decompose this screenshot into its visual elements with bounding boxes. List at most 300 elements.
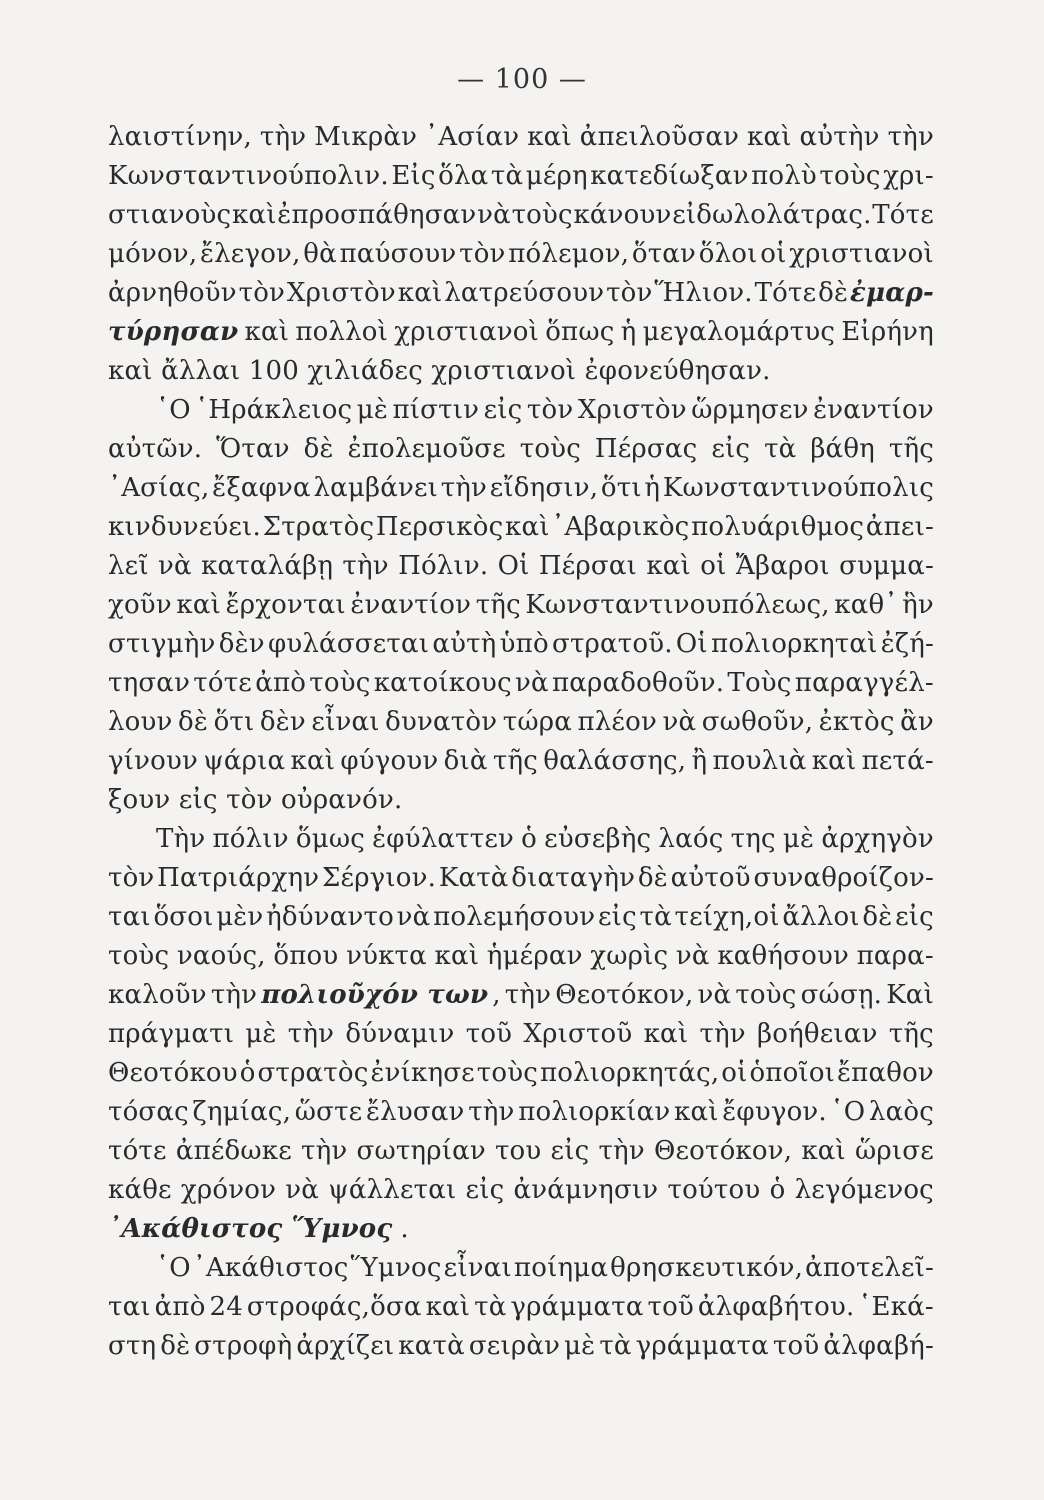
word: Τότε bbox=[872, 200, 934, 230]
word: τοὺς bbox=[511, 200, 573, 230]
word: ῾Ο bbox=[830, 1097, 866, 1127]
word: νὰ bbox=[158, 551, 192, 581]
word: πολιορκητάς, bbox=[539, 1058, 720, 1088]
word: συναθροίζον- bbox=[753, 863, 934, 893]
word: ἔπαθον bbox=[837, 1058, 934, 1088]
word: καὶ bbox=[176, 590, 222, 620]
word: καθήσουν bbox=[717, 941, 849, 971]
text-line bbox=[108, 352, 934, 391]
word: 24 bbox=[209, 1292, 243, 1322]
word: νύκτα bbox=[346, 941, 427, 971]
word: ἐπολεμοῦσε bbox=[347, 434, 506, 464]
text-line bbox=[108, 1288, 934, 1327]
word: , bbox=[492, 980, 501, 1010]
word: Πέρσας bbox=[594, 434, 698, 464]
text-line bbox=[108, 781, 934, 820]
word: τοὺς bbox=[735, 980, 797, 1010]
word: τοὺς bbox=[476, 1058, 539, 1088]
text-line bbox=[108, 703, 934, 742]
word: Χριστὸν bbox=[577, 395, 687, 425]
word: τὰ bbox=[599, 1331, 632, 1361]
emphasis-text: ἐμαρ- bbox=[850, 278, 934, 308]
word: δὲ bbox=[303, 434, 334, 464]
word: στρατοῦ. bbox=[552, 629, 673, 659]
word: καὶ bbox=[232, 200, 277, 230]
word: ἀρνηθοῦν bbox=[108, 278, 237, 308]
word: τῆς bbox=[492, 746, 539, 776]
word: ὅπου bbox=[273, 941, 339, 971]
word: γράμματα bbox=[635, 1331, 769, 1361]
word: σειρὰν bbox=[468, 1331, 561, 1361]
word: μὲν bbox=[216, 902, 264, 932]
word: νὰ bbox=[697, 980, 732, 1010]
word: ἀρχίζει bbox=[296, 1331, 395, 1361]
word: πολεμήσουν bbox=[433, 902, 596, 932]
word: δὲ bbox=[178, 707, 209, 737]
word: πολυάριθμος bbox=[691, 512, 865, 542]
word: Κωνσταντινούπολιν. bbox=[108, 161, 389, 191]
word: Οἱ bbox=[675, 629, 708, 659]
word: ῾Ο bbox=[156, 1253, 191, 1283]
text-line bbox=[108, 157, 934, 196]
word: ἐκτὸς bbox=[818, 707, 895, 737]
word: ὅτι bbox=[600, 473, 642, 503]
text-line bbox=[108, 1093, 934, 1132]
word: δὲν bbox=[218, 629, 265, 659]
word: ᾿Ασίας, bbox=[108, 473, 210, 503]
word: πολὺ bbox=[751, 161, 817, 191]
word: ὅλα bbox=[438, 161, 489, 191]
word: κατὰ bbox=[398, 1331, 465, 1361]
word: χωρὶς bbox=[590, 941, 669, 971]
word: βοήθειαν bbox=[757, 1019, 878, 1049]
word: ῾Εκά- bbox=[858, 1292, 934, 1322]
word: ὑπὸ bbox=[499, 629, 549, 659]
text-segment: ξουν εἰς τὸν οὐρανόν. bbox=[108, 785, 403, 815]
word: πλέον bbox=[577, 707, 657, 737]
word: ὁ bbox=[521, 824, 538, 854]
word: ἀρχηγὸν bbox=[821, 824, 934, 854]
word: ἐνίκησε bbox=[370, 1058, 475, 1088]
word: τὰ bbox=[764, 434, 797, 464]
word: Τοὺς bbox=[727, 668, 792, 698]
word: εἴδησιν, bbox=[489, 473, 599, 503]
word: τὴν bbox=[699, 1019, 746, 1049]
word: τοῦ bbox=[772, 1331, 820, 1361]
word: καὶ bbox=[674, 1097, 719, 1127]
word: σωτηρίαν bbox=[356, 1136, 486, 1166]
word: ἀπὸ bbox=[154, 1292, 206, 1322]
word: ἔλεγον, bbox=[199, 239, 301, 269]
word: τησαν bbox=[108, 668, 191, 698]
word: νὰ bbox=[675, 941, 710, 971]
word: ἣν bbox=[902, 590, 934, 620]
word: λαιστίνην, bbox=[108, 122, 253, 152]
word: ὁποῖοι bbox=[749, 1058, 836, 1088]
word: σωθοῦν, bbox=[701, 707, 814, 737]
word: τὴν bbox=[598, 1136, 645, 1166]
word: εἰς bbox=[895, 902, 934, 932]
word: χριστιανοὶ bbox=[394, 317, 540, 347]
word: τούτου bbox=[667, 1175, 761, 1205]
word: οἱ bbox=[760, 239, 787, 269]
text-line bbox=[108, 1054, 934, 1093]
word: οἱ bbox=[721, 1058, 748, 1088]
word: ὥρμησεν bbox=[691, 395, 809, 425]
word: συμμα- bbox=[839, 551, 934, 581]
word: χρι- bbox=[883, 161, 934, 191]
word: ἀποτελεῖ- bbox=[805, 1253, 934, 1283]
word: διαταγὴν bbox=[511, 863, 636, 893]
word: ἐφύλαττεν bbox=[372, 824, 514, 854]
word: τώρα bbox=[502, 707, 572, 737]
word: τὸν bbox=[108, 863, 155, 893]
word: τόσας bbox=[108, 1097, 189, 1127]
word: τοῦ bbox=[647, 1292, 694, 1322]
word: εὐσεβὴς bbox=[544, 824, 652, 854]
word: παραδοθοῦν. bbox=[552, 668, 725, 698]
word: τὴν bbox=[287, 1019, 335, 1049]
word: εἶναι bbox=[311, 707, 380, 737]
word: ὅταν bbox=[631, 239, 697, 269]
text-line bbox=[108, 391, 934, 430]
word: πολιορκίαν bbox=[518, 1097, 671, 1127]
word: σώσῃ. bbox=[800, 980, 883, 1010]
word: ᾿Ακάθιστος bbox=[192, 1253, 349, 1283]
word: του bbox=[494, 1136, 542, 1166]
word: Κωνσταντινούπολις bbox=[662, 473, 934, 503]
word: εἰς bbox=[598, 902, 637, 932]
word: ὅμως bbox=[295, 824, 365, 854]
word: παρα- bbox=[856, 941, 934, 971]
word: τὴν bbox=[468, 1097, 515, 1127]
text-line bbox=[108, 1171, 934, 1210]
text-line bbox=[108, 1132, 934, 1171]
text-segment: . bbox=[400, 1214, 409, 1244]
word: ᾿Αβαρικὸς bbox=[551, 512, 690, 542]
word: τὸν bbox=[526, 395, 574, 425]
word: Εἰρήνη bbox=[841, 317, 934, 347]
word: ἡμέραν bbox=[486, 941, 583, 971]
word: λαμβάνει bbox=[313, 473, 439, 503]
word: Πόλιν. bbox=[398, 551, 489, 581]
word: πολλοὶ bbox=[295, 317, 389, 347]
word: Κατὰ bbox=[438, 863, 509, 893]
word: Ὅταν bbox=[216, 434, 290, 464]
word: ται bbox=[108, 902, 151, 932]
word: καὶ bbox=[434, 941, 480, 971]
text-line bbox=[108, 1327, 934, 1366]
word: χρόνον bbox=[180, 1175, 277, 1205]
text-line bbox=[108, 586, 934, 625]
word: στρατὸς bbox=[257, 1058, 369, 1088]
word: καὶ bbox=[505, 512, 550, 542]
word: τοὺς bbox=[108, 941, 170, 971]
word: τοὺς bbox=[519, 434, 581, 464]
word: τὰ bbox=[639, 902, 672, 932]
word: στροφὴ bbox=[194, 1331, 293, 1361]
word: καὶ bbox=[290, 746, 336, 776]
word: λαὸς bbox=[868, 1097, 934, 1127]
word: αὐτὴ bbox=[432, 629, 497, 659]
word: ται bbox=[108, 1292, 151, 1322]
word: αὐτοῦ bbox=[670, 863, 751, 893]
word: ἡ bbox=[644, 473, 661, 503]
text-line bbox=[108, 664, 934, 703]
word: θαλάσσης, bbox=[543, 746, 687, 776]
word: Χριστὸν bbox=[286, 278, 396, 308]
word: ὅτι bbox=[213, 707, 255, 737]
word: λεγόμενος bbox=[794, 1175, 934, 1205]
text-line bbox=[108, 274, 934, 313]
word: τὴν bbox=[259, 122, 307, 152]
word: ὁ bbox=[239, 1058, 256, 1088]
text-line bbox=[108, 1210, 934, 1249]
word: ἀπειλοῦσαν bbox=[579, 122, 740, 152]
text-line bbox=[108, 508, 934, 547]
word: τὸν bbox=[606, 278, 653, 308]
word: Χριστοῦ bbox=[523, 1019, 633, 1049]
word: τὴν bbox=[210, 980, 258, 1010]
text-line bbox=[108, 235, 934, 274]
word: Μικρὰν bbox=[314, 122, 418, 152]
word: μὲ bbox=[245, 1019, 277, 1049]
word: φύγουν bbox=[340, 746, 439, 776]
word: ῾Ο bbox=[156, 395, 191, 425]
word: ἐναντίον bbox=[350, 590, 472, 620]
word: εἰς bbox=[483, 395, 523, 425]
text-line bbox=[108, 313, 934, 352]
word: θρησκευτικόν, bbox=[610, 1253, 804, 1283]
word: τὴν bbox=[887, 122, 934, 152]
word: καὶ bbox=[244, 317, 290, 347]
text-line bbox=[108, 859, 934, 898]
text-line bbox=[108, 820, 934, 859]
word: λαός bbox=[658, 824, 724, 854]
emphasis-text: πολιοῦχόν των bbox=[261, 980, 489, 1010]
word: καὶ bbox=[397, 278, 443, 308]
word: Σέργιον. bbox=[321, 863, 437, 893]
word: ὥρισε bbox=[855, 1136, 934, 1166]
word: οἱ bbox=[700, 551, 727, 581]
word: δὲ bbox=[862, 902, 893, 932]
word: κινδυνεύει. bbox=[108, 512, 261, 542]
word: νὰ bbox=[662, 707, 697, 737]
word: γίνουν bbox=[108, 746, 199, 776]
word: ναούς, bbox=[176, 941, 266, 971]
word: αὐτὴν bbox=[799, 122, 880, 152]
text-line bbox=[108, 469, 934, 508]
word: ἀπὸ bbox=[255, 668, 307, 698]
word: νὰ bbox=[477, 200, 511, 230]
text-line bbox=[108, 547, 934, 586]
word: τοῦ bbox=[465, 1019, 513, 1049]
word: πράγματι bbox=[108, 1019, 235, 1049]
text-line bbox=[108, 625, 934, 664]
word: ἠδύναντο bbox=[266, 902, 394, 932]
word: ὅλοι bbox=[698, 239, 758, 269]
word: τὸν bbox=[459, 239, 506, 269]
word: εἶναι bbox=[443, 1253, 512, 1283]
word: τὸν bbox=[238, 278, 286, 308]
word: καλοῦν bbox=[108, 980, 207, 1010]
word: Ὕμνος bbox=[350, 1253, 442, 1283]
word: της bbox=[730, 824, 776, 854]
word: ἔρχονται bbox=[225, 590, 346, 620]
word: τείχη,οἱ bbox=[674, 902, 780, 932]
word: μὲ bbox=[356, 395, 389, 425]
word: ἀνάμνησιν bbox=[513, 1175, 659, 1205]
word: κάνουν bbox=[573, 200, 672, 230]
word: κάθε bbox=[108, 1175, 172, 1205]
word: Πατριάρχην bbox=[157, 863, 320, 893]
word: γράμματα bbox=[510, 1292, 644, 1322]
word: εἰς bbox=[465, 1175, 505, 1205]
word: εἰδωλολάτρας. bbox=[672, 200, 872, 230]
word: τὰ bbox=[490, 161, 524, 191]
word: εἰς bbox=[550, 1136, 590, 1166]
word: μὲ bbox=[564, 1331, 596, 1361]
word: Θεοτόκου bbox=[108, 1058, 238, 1088]
word: λεῖ bbox=[108, 551, 149, 581]
word: χριστιανοὶ bbox=[789, 239, 934, 269]
word: καὶ bbox=[527, 122, 572, 152]
word: τὰ bbox=[474, 1292, 507, 1322]
word: ᾿Ασίαν bbox=[425, 122, 520, 152]
word: πετά- bbox=[861, 746, 934, 776]
word: καταλάβῃ bbox=[201, 551, 334, 581]
text-line bbox=[108, 976, 934, 1015]
word: ἢ bbox=[691, 746, 708, 776]
word: τῆς bbox=[475, 590, 521, 620]
text-line bbox=[108, 1249, 934, 1288]
word: τὴν bbox=[301, 1136, 348, 1166]
word: μὲ bbox=[782, 824, 815, 854]
word: ἂν bbox=[900, 707, 934, 737]
word: τοὺς bbox=[309, 668, 371, 698]
word: ὅπως bbox=[545, 317, 615, 347]
word: ψάλλεται bbox=[328, 1175, 457, 1205]
word: ἐπροσπάθησαν bbox=[277, 200, 477, 230]
emphasis-text: τύρησαν bbox=[108, 317, 239, 347]
word: πίστιν bbox=[392, 395, 480, 425]
word: χοῦν bbox=[108, 590, 172, 620]
word: εἰς bbox=[711, 434, 751, 464]
word: μέρη bbox=[525, 161, 588, 191]
word: Κωνσταντινουπόλεως, bbox=[525, 590, 830, 620]
word: ἔφυγον. bbox=[722, 1097, 827, 1127]
word: Ἄβαροι bbox=[735, 551, 830, 581]
word: τὴν bbox=[504, 980, 552, 1010]
word: ῾Ηράκλειος bbox=[195, 395, 353, 425]
text-line bbox=[108, 742, 934, 781]
word: ὥστε bbox=[294, 1097, 363, 1127]
word: νὰ bbox=[396, 902, 431, 932]
word: καὶ bbox=[747, 122, 792, 152]
word: πουλιὰ bbox=[712, 746, 807, 776]
word: στη bbox=[108, 1331, 157, 1361]
word: τὴν bbox=[440, 473, 488, 503]
body-text bbox=[108, 118, 934, 1366]
text-segment: καὶ ἄλλαι 100 χιλιάδες χριστιανοὶ ἐφονεύθησαν. bbox=[108, 356, 771, 386]
word: ἔλυσαν bbox=[365, 1097, 465, 1127]
word: ποίημα bbox=[513, 1253, 609, 1283]
word: Οἱ bbox=[497, 551, 530, 581]
word: δὲ bbox=[637, 863, 668, 893]
word: τότε bbox=[193, 668, 252, 698]
word: λουν bbox=[108, 707, 173, 737]
page-number: — 100 — bbox=[457, 64, 587, 95]
text-line bbox=[108, 430, 934, 469]
word: Τότε bbox=[754, 278, 817, 308]
word: ἄλλοι bbox=[782, 902, 860, 932]
word: δὲ bbox=[160, 1331, 191, 1361]
word: Τὴν bbox=[156, 824, 206, 854]
word: δύναμιν bbox=[345, 1019, 455, 1049]
word: Θεοτόκον, bbox=[555, 980, 694, 1010]
word: ζημίας, bbox=[192, 1097, 292, 1127]
word: νὰ bbox=[285, 1175, 320, 1205]
word: πόλεμον, bbox=[508, 239, 630, 269]
word: τὴν bbox=[342, 551, 389, 581]
text-line bbox=[108, 118, 934, 157]
word: πολιορκηταὶ bbox=[711, 629, 878, 659]
word: κατεδίωξαν bbox=[590, 161, 749, 191]
word: νὰ bbox=[515, 668, 549, 698]
word: μόνον, bbox=[108, 239, 198, 269]
word: παραγγέλ- bbox=[794, 668, 934, 698]
word: στιανοὺς bbox=[108, 200, 232, 230]
word: τῆς bbox=[888, 434, 934, 464]
word: Πέρσαι bbox=[538, 551, 638, 581]
word: ἀλφαβή- bbox=[823, 1331, 934, 1361]
word: Ἥλιον. bbox=[654, 278, 753, 308]
word: φυλάσσεται bbox=[267, 629, 430, 659]
word: καὶ bbox=[425, 1292, 471, 1322]
word: ὁ bbox=[769, 1175, 786, 1205]
word: διὰ bbox=[443, 746, 488, 776]
word: πόλιν bbox=[212, 824, 289, 854]
word: δὲν bbox=[259, 707, 306, 737]
word: καθ᾿ bbox=[834, 590, 898, 620]
word: κατοίκους bbox=[373, 668, 512, 698]
word: ἀπει- bbox=[865, 512, 934, 542]
word: Περσικὸς bbox=[375, 512, 504, 542]
word: τῆς bbox=[888, 1019, 934, 1049]
text-line bbox=[108, 898, 934, 937]
emphasis-text: ᾿Ακάθιστος Ὕμνος bbox=[108, 1214, 393, 1244]
word: δυνατὸν bbox=[385, 707, 498, 737]
word: παύσουν bbox=[339, 239, 457, 269]
word: ἐναντίον bbox=[813, 395, 934, 425]
word: λατρεύσουν bbox=[444, 278, 605, 308]
word: τοὺς bbox=[819, 161, 881, 191]
word: βάθη bbox=[810, 434, 875, 464]
word: ἐζή- bbox=[880, 629, 934, 659]
word: καὶ bbox=[646, 551, 691, 581]
word: Καὶ bbox=[886, 980, 934, 1010]
text-line bbox=[108, 1015, 934, 1054]
word: τότε bbox=[108, 1136, 167, 1166]
word: στροφάς,ὅσα bbox=[246, 1292, 422, 1322]
text-line bbox=[108, 937, 934, 976]
word: θὰ bbox=[303, 239, 337, 269]
word: ἡ bbox=[620, 317, 637, 347]
word: αὐτῶν. bbox=[108, 434, 203, 464]
word: ἔξαφνα bbox=[212, 473, 311, 503]
word: μεγαλομάρτυς bbox=[642, 317, 836, 347]
word: ὅσοι bbox=[153, 902, 214, 932]
